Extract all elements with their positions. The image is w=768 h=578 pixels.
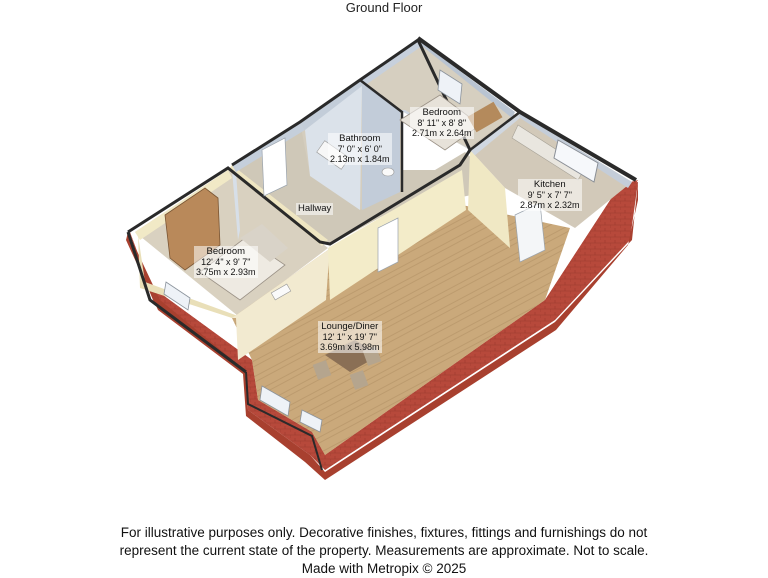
disclaimer-line-1: For illustrative purposes only. Decorative finishes, fixtures, fittings and furnishings do not [120,525,648,540]
page-title: Ground Floor [345,0,423,15]
room-label-bathroom: Bathroom 7' 0" x 6' 0" 2.13m x 1.84m [330,133,390,164]
disclaimer-line-2: represent the current state of the property. Measurements are approximate. Not to scale. [119,543,649,558]
room-label-bedroom-top: Bedroom 8' 11" x 8' 8" 2.71m x 2.64m [412,107,472,138]
room-label-lounge: Lounge/Diner 12' 1" x 19' 7" 3.69m x 5.98m [320,321,380,352]
toilet-icon [382,168,394,176]
credit-line: Made with Metropix © 2025 [301,561,467,576]
disclaimer [0,524,768,578]
room-label-kitchen: Kitchen 9' 5" x 7' 7" 2.87m x 2.32m [520,179,580,210]
room-label-hallway: Hallway [298,203,332,214]
room-label-bedroom-left: Bedroom 12' 4" x 9' 7" 3.75m x 2.93m [196,246,256,277]
